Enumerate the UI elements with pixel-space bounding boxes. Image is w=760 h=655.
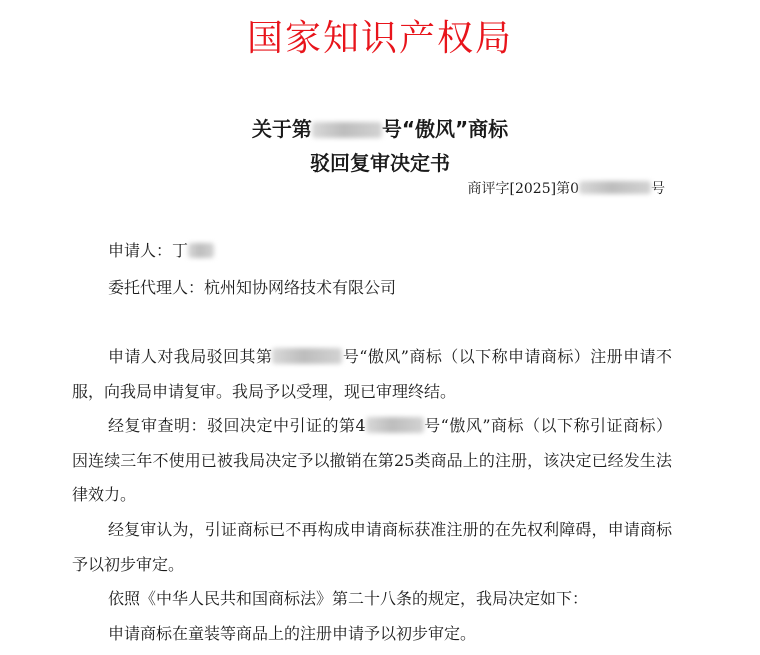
paragraph-5: 申请商标在童装等商品上的注册申请予以初步审定。 (108, 623, 477, 643)
applicant-name: 丁 (172, 241, 189, 260)
org-header: 国家知识产权局 (246, 18, 513, 59)
agent-line (108, 275, 396, 298)
p2-text-a: 经复审查明：驳回决定中引证的第4 (108, 416, 366, 436)
paragraph-2 (72, 409, 672, 513)
agent-name: 杭州知协网络技术有限公司 (204, 278, 397, 297)
title-line-2: 驳回复审决定书 (310, 151, 450, 175)
applicant-line (108, 238, 214, 261)
ref-suffix: 号 (651, 181, 665, 197)
applicant-label: 申请人： (108, 241, 173, 260)
paragraph-1 (72, 340, 672, 409)
p1-text-b: 号“傲风”商标（以下称申请商标）注册申请不服，向我局申请复审。我局予以受理，现已审理终结。 (72, 347, 672, 401)
document-title (0, 112, 760, 180)
p2-text-b: 号“傲风”商标（以下称引证商标）因连续三年不使用已被我局决定予以撤销在第25类商品上的注册，该决定已经发生法律效力。 (72, 416, 672, 505)
decision-body (72, 340, 672, 651)
redacted-trademark-number (312, 122, 382, 138)
ref-prefix: 商评字[2025]第0 (467, 181, 579, 197)
redacted-applicant-name (188, 243, 214, 258)
redacted-cited-number (366, 417, 424, 433)
title-prefix: 关于第 (251, 117, 312, 141)
paragraph-4: 依照《中华人民共和国商标法》第二十八条的规定，我局决定如下： (108, 589, 589, 609)
reference-number (468, 178, 665, 198)
p1-text-a: 申请人对我局驳回其第 (108, 347, 273, 366)
redacted-ref-number (579, 181, 651, 194)
paragraph-3: 经复审认为，引证商标已不再构成申请商标获准注册的在先权利障碍，申请商标予以初步审定。 (72, 519, 672, 574)
title-line-1 (0, 112, 760, 146)
redacted-application-number (272, 348, 342, 364)
agent-label: 委托代理人： (108, 278, 205, 297)
title-suffix: 号“傲风”商标 (381, 117, 509, 141)
